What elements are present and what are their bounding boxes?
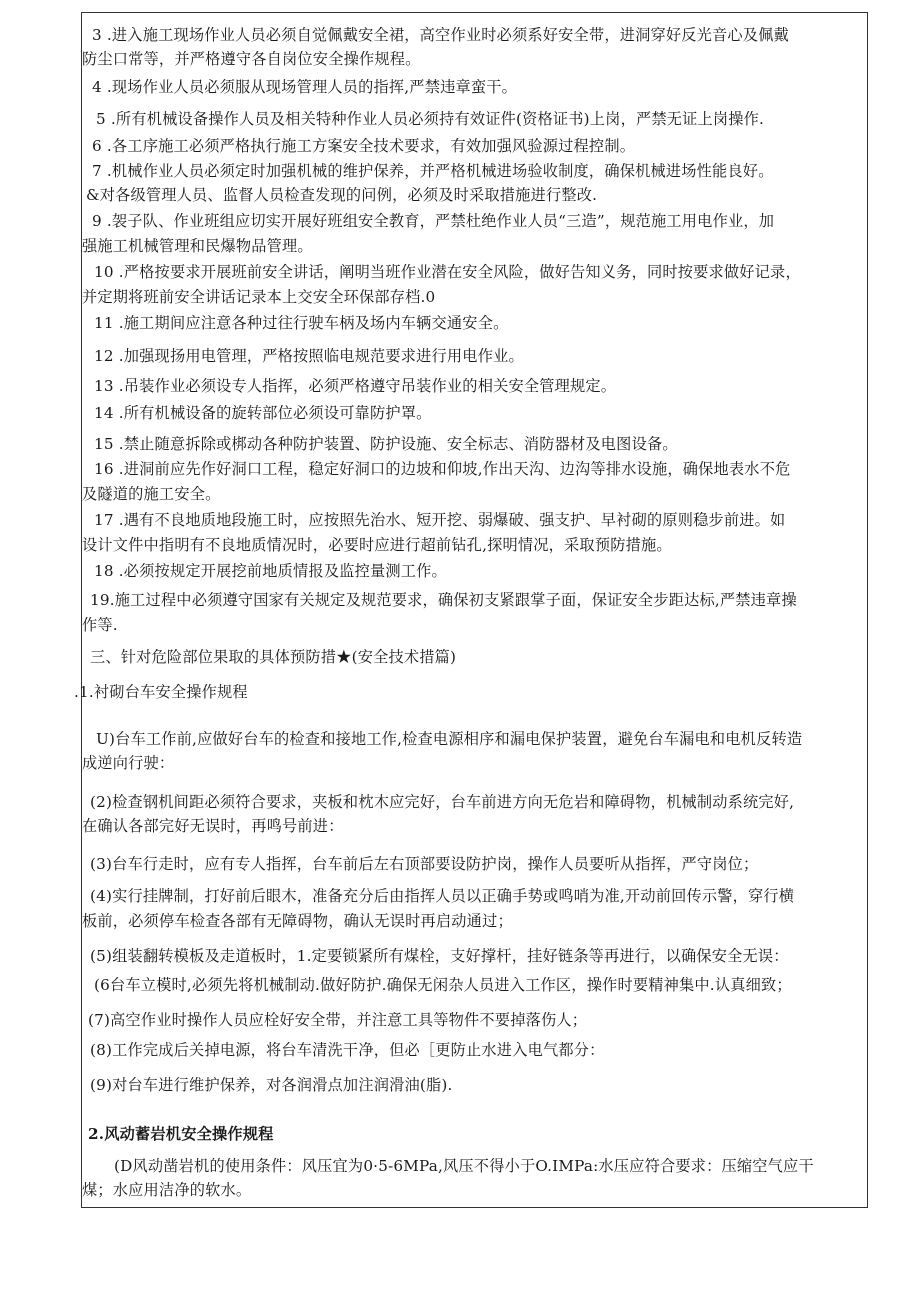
procedure-step-line: (6台车立模时,必须先将机械制动.做好防护.确保无闲杂人员进入工作区，操作时要精神集中.认真细致； <box>94 976 792 994</box>
numbered-item-line: 设计文件中指明有不良地质情况时，必要时应进行超前钻孔,探明情况，采取预防措施。 <box>82 536 672 554</box>
procedure-step-line: (7)高空作业时操作人员应栓好安全带，并注意工具等物件不要掉落伤人； <box>88 1011 588 1029</box>
numbered-item-line: 11 .施工期间应注意各种过往行驶车柄及场内车辆交通安全。 <box>94 314 509 332</box>
numbered-item-line: 14 .所有机械设备的旋转部位必须设可靠防护罩。 <box>94 404 432 422</box>
numbered-item-line: 18 .必须按规定开展挖前地质情报及监控量测工作。 <box>94 562 447 580</box>
procedure-step-line: 在确认各部完好无误时，再鸣号前进： <box>82 817 344 835</box>
numbered-item-line: 16 .进洞前应先作好洞口工程，稳定好洞口的边坡和仰坡,作出天沟、边沟等排水设施，确保地表水不危 <box>94 460 791 478</box>
numbered-item-line: 13 .吊装作业必须设专人指挥，必须严格遵守吊装作业的相关安全管理规定。 <box>94 377 617 395</box>
subsection-heading: .1.衬砌台车安全操作规程 <box>74 683 248 701</box>
numbered-item-line: 10 .严格按要求开展班前安全讲话，阐明当班作业潜在安全风险，做好告知义务，同时按要求做好记录， <box>94 263 801 281</box>
numbered-item-line: 防尘口常等，并严格遵守各自岗位安全操作规程。 <box>82 50 421 68</box>
numbered-item-line: 并定期将班前安全讲话记录本上交安全环保部存档.0 <box>82 288 436 306</box>
procedure-step-line: 成逆向行驶： <box>82 754 175 772</box>
procedure-step-line: 板前，必须停车检查各部有无障碍物，确认无误时再启动通过； <box>82 912 513 930</box>
numbered-item-line: 5 .所有机械设备操作人员及相关特种作业人员必须持有效证件(资格证书)上岗，严禁无证上岗操作. <box>96 110 765 128</box>
procedure-step-line: (D风动凿岩机的使用条件：风压宜为0·5-6MPa,风压不得小于O.IMPa:水压应符合要求：压缩空气应干 <box>114 1157 814 1175</box>
procedure-step-line: (2)检查钢机间距必须符合要求，夹板和枕木应完好，台车前进方向无危岩和障碍物，机械制动系统完好, <box>90 793 795 811</box>
numbered-item-line: 4 .现场作业人员必须服从现场管理人员的指挥,严禁违章蛮干。 <box>92 78 518 96</box>
procedure-step-line: (4)实行挂牌制，打好前后眼木，准备充分后由指挥人员以正确手势或鸣哨为准,开动前回传示警，穿行横 <box>90 887 795 905</box>
procedure-step-line: (5)组装翻转模板及走道板时，1.定要锁紧所有煤栓，支好撑杆，挂好链条等再进行，以确保安全无误： <box>90 947 789 965</box>
numbered-item-line: 17 .遇有不良地质地段施工时，应按照先治水、短开挖、弱爆破、强支护、早衬砌的原则稳步前进。如 <box>94 511 786 529</box>
procedure-step-line: (9)对台车进行维护保养，对各润滑点加注润滑油(脂). <box>90 1076 453 1094</box>
numbered-item-line: 15 .禁止随意拆除或梆动各种防护装置、防护设施、安全标志、消防器材及电图设备。 <box>94 435 678 453</box>
numbered-item-line: 作等. <box>82 616 118 634</box>
content-frame <box>74 12 868 1208</box>
procedure-step-line: U)台车工作前,应做好台车的检查和接地工作,检查电源相序和漏电保护装置，避免台车漏电和电机反转造 <box>96 730 803 748</box>
subsection-heading: 2.风动蓄岩机安全操作规程 <box>88 1125 274 1143</box>
numbered-item-line: 12 .加强现扬用电管理，严格按照临电规范要求进行用电作业。 <box>94 347 524 365</box>
numbered-item-line: 9 .袈子队、作业班组应切实开展好班组安全教育，严禁杜绝作业人员“三造”，规范施工用电作业，加 <box>92 212 775 230</box>
numbered-item-line: &对各级管理人员、监督人员检查发现的问例，必须及时采取措施进行整改. <box>86 186 598 204</box>
section-heading: 三、针对危险部位果取的具体预防措★(安全技术措篇) <box>90 648 457 666</box>
numbered-item-line: 19.施工过程中必须遵守国家有关规定及规范要求，确保初支紧跟掌子面，保证安全步距达标,严禁违章操 <box>90 591 797 609</box>
numbered-item-line: 7 .机械作业人员必须定时加强机械的维护保养，并严格机械进场验收制度，确保机械进场性能良好。 <box>92 162 774 180</box>
procedure-step-line: 煤；水应用洁净的软水。 <box>82 1181 252 1199</box>
procedure-step-line: (8)工作完成后关掉电源，将台车清洗干净，但必［更防止水进入电气都分： <box>90 1041 605 1059</box>
numbered-item-line: 6 .各工序施工必须严格执行施工方案安全技术要求，有效加强风验源过程控制。 <box>92 137 636 155</box>
numbered-item-line: 3 .进入施工现场作业人员必须自觉佩戴安全裙，高空作业时必须系好安全带，进洞穿好反光音心及佩戴 <box>92 26 789 44</box>
procedure-step-line: (3)台车行走时，应有专人指挥，台车前后左右顶部要设防护岗，操作人员要听从指挥，严守岗位； <box>90 855 759 873</box>
numbered-item-line: 强施工机械管理和民爆物品管理。 <box>82 237 313 255</box>
numbered-item-line: 及隧道的施工安全。 <box>82 485 221 503</box>
